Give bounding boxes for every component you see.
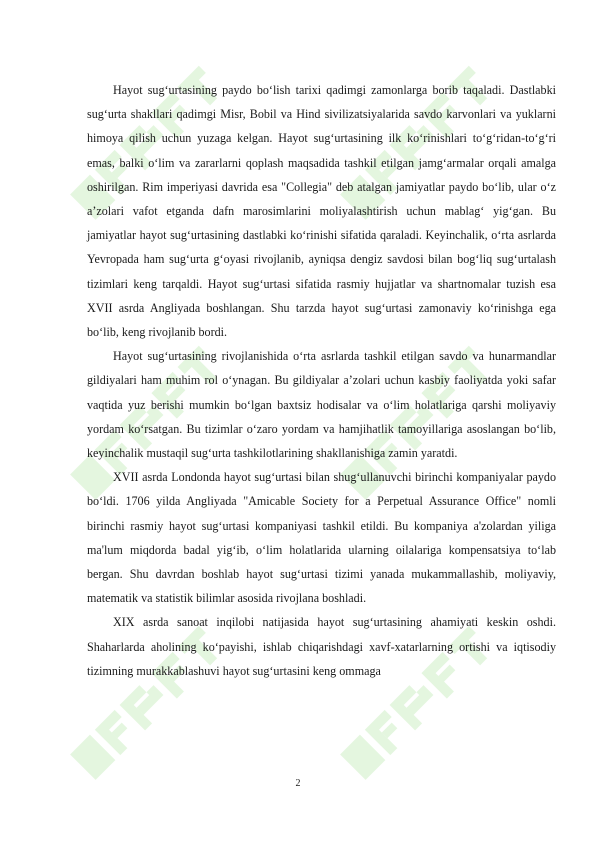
document-body: [87, 78, 556, 683]
page-number: 2: [295, 778, 301, 789]
paragraph: XVII asrda Londonda hayot sug‘urtasi bilan shug‘ullanuvchi birinchi kompaniyalar paydo bo‘ldi. 1706 yilda Angliyada "Amicable Society for a Perpetual Assurance Office" nomli birinchi rasmiy hayot sug‘urtasi kompaniyasi tashkil etildi. Bu kompaniya a'zolardan yiliga ma'lum miqdorda badal yig‘ib, o‘lim holatlarida ularning oilalariga kompensatsiya to‘lab bergan. Shu davrdan boshlab hayot sug‘urtasi tizimi yanada mukammallashib, moliyaviy, matematik va statistik bilimlar asosida rivojlana boshladi.: [87, 470, 556, 606]
paragraph: Hayot sug‘urtasining paydo bo‘lish tarixi qadimgi zamonlarga borib taqaladi. Dastlabki sug‘urta shakllari qadimgi Misr, Bobil va Hind sivilizatsiyalarida savdo karvonlari va yuklarni himoya qilish uchun yuzaga kelgan. Hayot sug‘urtasining ilk ko‘rinishlari to‘g‘ridan-to‘g‘ri emas, balki o‘lim va zararlarni qoplash maqsadida tashkil etilgan jamg‘armalar orqali amalga oshirilgan. Rim imperiyasi davrida esa "Collegia" deb atalgan jamiyatlar paydo bo‘lib, ular o‘z a’zolari vafot etganda dafn marosimlarini moliyalashtirish uchun mablag‘ yig‘gan. Bu jamiyatlar hayot sug‘urtasining dastlabki ko‘rinishi sifatida qaraladi. Keyinchalik, o‘rta asrlarda Yevropada ham sug‘urta g‘oyasi rivojlanib, ayniqsa dengiz savdosi bilan bog‘liq sug‘urtalash tizimlari keng tarqaldi. Hayot sug‘urtasi sifatida rasmiy hujjatlar va shartnomalar tuzish esa XVII asrda Angliyada boshlangan. Shu tarzda hayot sug‘urtasi zamonaviy ko‘rinishga ega bo‘lib, keng rivojlanib bordi.: [87, 83, 556, 340]
paragraph: Hayot sug‘urtasining rivojlanishida o‘rta asrlarda tashkil etilgan savdo va hunarmandlar gildiyalari ham muhim rol o‘ynagan. Bu gildiyalar a’zolari uchun kasbiy faoliyatda yoki safar vaqtida yuz berishi mumkin bo‘lgan baxtsiz hodisalar va o‘lim holatlariga qarshi moliyaviy yordam ko‘rsatgan. Bu tizimlar o‘zaro yordam va hamjihatlik tamoyillariga asoslangan bo‘lib, keyinchalik mustaqil sug‘urta tashkilotlarining shakllanishiga zamin yaratdi.: [87, 349, 556, 461]
paragraph: XIX asrda sanoat inqilobi natijasida hayot sug‘urtasining ahamiyati keskin oshdi. Shaharlarda aholining ko‘payishi, ishlab chiqarishdagi xavf-xatarlarning ortishi va iqtisodiy tizimning murakkablashuvi hayot sug‘urtasini keng ommaga: [87, 615, 556, 678]
